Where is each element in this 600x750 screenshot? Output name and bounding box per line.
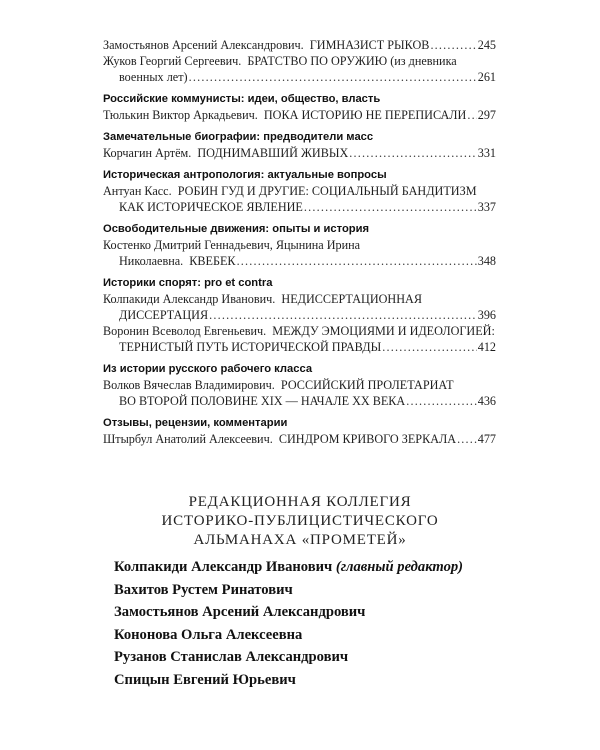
board-member: Кононова Ольга Алексеевна xyxy=(114,626,303,643)
toc-entry-text-continued: военных лет) xyxy=(119,70,188,84)
toc-entry-text-continued: ДИССЕРТАЦИЯ xyxy=(119,308,209,322)
page-number: 396 xyxy=(477,308,496,322)
section-heading: Из истории русского рабочего класса xyxy=(103,363,313,375)
page-number: 412 xyxy=(477,340,496,354)
toc-entry-text: Жуков Георгий Сергеевич. БРАТСТВО ПО ОРУЖИЮ (из дневника xyxy=(103,54,457,68)
board-member: Спицын Евгений Юрьевич xyxy=(114,671,296,688)
member-role: (главный редактор) xyxy=(335,559,464,575)
toc-entry-text: Воронин Всеволод Евгеньевич. МЕЖДУ ЭМОЦИЯМИ И ИДЕОЛОГИЕЙ: xyxy=(103,324,495,338)
dot-leader xyxy=(349,145,476,161)
member-name: Колпакиди Александр Иванович xyxy=(114,559,333,575)
board-title-line: АЛЬМАНАХА «ПРОМЕТЕЙ» xyxy=(193,532,407,548)
page-number: 337 xyxy=(477,200,496,214)
toc-entry xyxy=(103,323,496,355)
dot-leader xyxy=(430,37,476,53)
dot-leader xyxy=(189,69,477,85)
board-title-line: ИСТОРИКО-ПУБЛИЦИСТИЧЕСКОГО xyxy=(161,513,439,529)
section-heading: Историки спорят: pro et contra xyxy=(103,277,273,289)
editorial-board xyxy=(0,493,600,692)
toc-entry xyxy=(103,377,496,409)
page-number: 477 xyxy=(477,432,496,446)
dot-leader xyxy=(457,431,477,447)
toc-entry-text: Штырбул Анатолий Алексеевич. СИНДРОМ КРИВОГО ЗЕРКАЛА xyxy=(103,432,457,446)
toc-entry-text: Костенко Дмитрий Геннадьевич, Яцынина Ирина xyxy=(103,238,361,252)
toc-entry xyxy=(103,107,496,123)
board-title-line: РЕДАКЦИОННАЯ КОЛЛЕГИЯ xyxy=(188,494,412,510)
dot-leader xyxy=(209,307,477,323)
toc-entry-text: Волков Вячеслав Владимирович. РОССИЙСКИЙ ПРОЛЕТАРИАТ xyxy=(103,378,454,392)
board-member xyxy=(114,556,600,579)
dot-leader xyxy=(304,199,477,215)
toc-entry xyxy=(103,183,496,215)
toc-entry-text: Колпакиди Александр Иванович. НЕДИССЕРТАЦИОННАЯ xyxy=(103,292,422,306)
toc-entry-text-continued: ТЕРНИСТЫЙ ПУТЬ ИСТОРИЧЕСКОЙ ПРАВДЫ xyxy=(119,340,382,354)
toc-entry xyxy=(103,53,496,85)
section-heading: Российские коммунисты: идеи, общество, власть xyxy=(103,93,381,105)
toc-entry-text: Корчагин Артём. ПОДНИМАВШИЙ ЖИВЫХ xyxy=(103,146,349,160)
dot-leader xyxy=(406,393,476,409)
section-heading: Историческая антропология: актуальные вопросы xyxy=(103,169,387,181)
section-heading: Отзывы, рецензии, комментарии xyxy=(103,417,288,429)
page-number: 331 xyxy=(477,146,496,160)
page-number: 348 xyxy=(477,254,496,268)
toc-entry-text: Антуан Касс. РОБИН ГУД И ДРУГИЕ: СОЦИАЛЬНЫЙ БАНДИТИЗМ xyxy=(103,184,477,198)
board-member: Рузанов Станислав Александрович xyxy=(114,649,349,666)
page-number: 436 xyxy=(477,394,496,408)
toc-entry-text-continued: ВО ВТОРОЙ ПОЛОВИНЕ XIX — НАЧАЛЕ XX ВЕКА xyxy=(119,394,406,408)
page-number: 297 xyxy=(477,108,496,122)
board-members-list xyxy=(114,556,600,692)
toc-entry xyxy=(103,37,496,53)
board-member: Замостьянов Арсений Александрович xyxy=(114,604,366,621)
board-member: Вахитов Рустем Ринатович xyxy=(114,581,293,598)
section-heading: Замечательные биографии: предводители масс xyxy=(103,131,374,143)
dot-leader xyxy=(467,107,476,123)
dot-leader xyxy=(382,339,476,355)
toc-entry-text-continued: Николаевна. КВЕБЕК xyxy=(119,254,236,268)
toc-entry xyxy=(103,237,496,269)
toc-entry-text: Замостьянов Арсений Александрович. ГИМНАЗИСТ РЫКОВ xyxy=(103,38,430,52)
toc-entry-text: Тюлькин Виктор Аркадьевич. ПОКА ИСТОРИЮ НЕ ПЕРЕПИСАЛИ xyxy=(103,108,467,122)
page-number: 261 xyxy=(477,70,496,84)
toc-entry xyxy=(103,431,496,447)
toc-entry xyxy=(103,145,496,161)
page-number: 245 xyxy=(477,38,496,52)
table-of-contents xyxy=(103,37,496,447)
section-heading: Освободительные движения: опыты и история xyxy=(103,223,370,235)
dot-leader xyxy=(237,253,477,269)
toc-entry-text-continued: КАК ИСТОРИЧЕСКОЕ ЯВЛЕНИЕ xyxy=(119,200,303,214)
toc-entry xyxy=(103,291,496,323)
